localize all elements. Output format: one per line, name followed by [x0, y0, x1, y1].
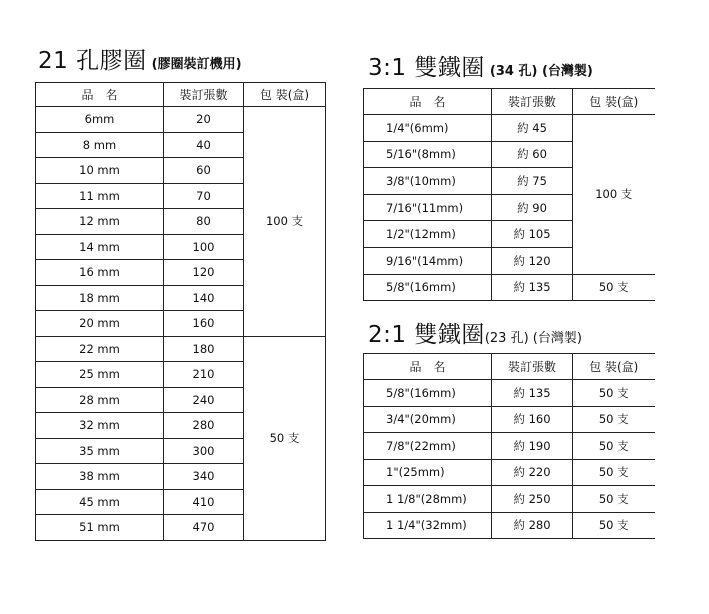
cell-product: 18 mm — [36, 285, 164, 311]
cell-sheets: 約 45 — [492, 115, 573, 142]
cell-product: 32 mm — [36, 413, 164, 439]
iron21-subtitle: (23 孔) (台灣製) — [484, 331, 582, 346]
iron31-title-text: 3:1 雙鐵圈 — [368, 55, 485, 81]
iron31-subtitle: (34 孔) (台灣製) — [489, 64, 593, 79]
cell-product: 7/8"(22mm) — [364, 433, 492, 460]
cell-pack: 50 支 — [573, 486, 655, 513]
iron21-table — [363, 353, 655, 539]
cell-product: 1"(25mm) — [364, 459, 492, 486]
cell-product: 22 mm — [36, 336, 164, 362]
header-sheets: 裝訂張數 — [164, 83, 244, 107]
cell-pack-group: 100 支 — [573, 115, 655, 275]
cell-product: 1/4"(6mm) — [364, 115, 492, 142]
header-product: 品 名 — [364, 354, 492, 380]
table-row — [364, 406, 655, 433]
cell-product: 25 mm — [36, 362, 164, 388]
cell-product: 3/4"(20mm) — [364, 406, 492, 433]
cell-pack: 50 支 — [573, 406, 655, 433]
table-header-row — [36, 83, 326, 107]
cell-pack: 50 支 — [573, 274, 655, 301]
header-sheets: 裝訂張數 — [492, 354, 573, 380]
cell-sheets: 約 160 — [492, 406, 573, 433]
table-row — [364, 274, 655, 301]
table-row — [364, 459, 655, 486]
glue-ring-title-text: 21 孔膠圈 — [38, 48, 147, 74]
cell-sheets: 約 105 — [492, 221, 573, 248]
cell-product: 45 mm — [36, 489, 164, 515]
cell-product: 35 mm — [36, 438, 164, 464]
cell-product: 3/8"(10mm) — [364, 168, 492, 195]
cell-product: 20 mm — [36, 311, 164, 337]
cell-pack: 50 支 — [573, 459, 655, 486]
header-pack: 包 裝(盒) — [573, 89, 655, 115]
header-product: 品 名 — [364, 89, 492, 115]
cell-sheets: 140 — [164, 285, 244, 311]
cell-sheets: 80 — [164, 209, 244, 235]
cell-product: 38 mm — [36, 464, 164, 490]
cell-pack-group: 50 支 — [244, 336, 326, 540]
cell-product: 1/2"(12mm) — [364, 221, 492, 248]
cell-sheets: 340 — [164, 464, 244, 490]
cell-sheets: 410 — [164, 489, 244, 515]
cell-pack: 50 支 — [573, 512, 655, 539]
iron31-table — [363, 88, 655, 301]
table-row — [364, 115, 655, 142]
cell-product: 9/16"(14mm) — [364, 247, 492, 274]
cell-sheets: 約 280 — [492, 512, 573, 539]
cell-product: 1 1/8"(28mm) — [364, 486, 492, 513]
iron21-title — [368, 316, 582, 349]
cell-product: 16 mm — [36, 260, 164, 286]
cell-sheets: 300 — [164, 438, 244, 464]
header-product: 品 名 — [36, 83, 164, 107]
header-pack: 包 裝(盒) — [244, 83, 326, 107]
table-row — [364, 486, 655, 513]
cell-sheets: 210 — [164, 362, 244, 388]
glue-ring-title — [38, 42, 242, 75]
cell-sheets: 20 — [164, 107, 244, 133]
cell-pack: 50 支 — [573, 380, 655, 407]
cell-sheets: 約 60 — [492, 141, 573, 168]
table-header-row — [364, 354, 655, 380]
cell-product: 8 mm — [36, 132, 164, 158]
cell-sheets: 約 90 — [492, 194, 573, 221]
cell-sheets: 120 — [164, 260, 244, 286]
iron31-title — [368, 49, 593, 82]
cell-sheets: 約 250 — [492, 486, 573, 513]
cell-pack-group: 100 支 — [244, 107, 326, 337]
cell-sheets: 約 220 — [492, 459, 573, 486]
table-row — [364, 380, 655, 407]
cell-sheets: 60 — [164, 158, 244, 184]
cell-product: 1 1/4"(32mm) — [364, 512, 492, 539]
cell-product: 28 mm — [36, 387, 164, 413]
cell-product: 5/16"(8mm) — [364, 141, 492, 168]
cell-sheets: 40 — [164, 132, 244, 158]
table-row — [364, 433, 655, 460]
cell-sheets: 470 — [164, 515, 244, 541]
cell-product: 12 mm — [36, 209, 164, 235]
cell-sheets: 100 — [164, 234, 244, 260]
cell-sheets: 約 135 — [492, 274, 573, 301]
header-sheets: 裝訂張數 — [492, 89, 573, 115]
cell-sheets: 70 — [164, 183, 244, 209]
table-row — [364, 512, 655, 539]
cell-product: 6mm — [36, 107, 164, 133]
cell-sheets: 約 135 — [492, 380, 573, 407]
glue-ring-subtitle: (膠圈裝訂機用) — [151, 57, 242, 72]
cell-sheets: 160 — [164, 311, 244, 337]
cell-sheets: 280 — [164, 413, 244, 439]
iron21-title-text: 2:1 雙鐵圈 — [368, 322, 485, 348]
table-header-row — [364, 89, 655, 115]
cell-product: 7/16"(11mm) — [364, 194, 492, 221]
cell-sheets: 180 — [164, 336, 244, 362]
cell-sheets: 約 75 — [492, 168, 573, 195]
table-row — [36, 336, 326, 362]
cell-product: 10 mm — [36, 158, 164, 184]
cell-product: 51 mm — [36, 515, 164, 541]
cell-product: 11 mm — [36, 183, 164, 209]
cell-product: 5/8"(16mm) — [364, 380, 492, 407]
cell-product: 5/8"(16mm) — [364, 274, 492, 301]
table-row — [36, 107, 326, 133]
cell-pack: 50 支 — [573, 433, 655, 460]
glue-ring-table — [35, 82, 326, 541]
cell-product: 14 mm — [36, 234, 164, 260]
cell-sheets: 約 120 — [492, 247, 573, 274]
cell-sheets: 240 — [164, 387, 244, 413]
header-pack: 包 裝(盒) — [573, 354, 655, 380]
cell-sheets: 約 190 — [492, 433, 573, 460]
